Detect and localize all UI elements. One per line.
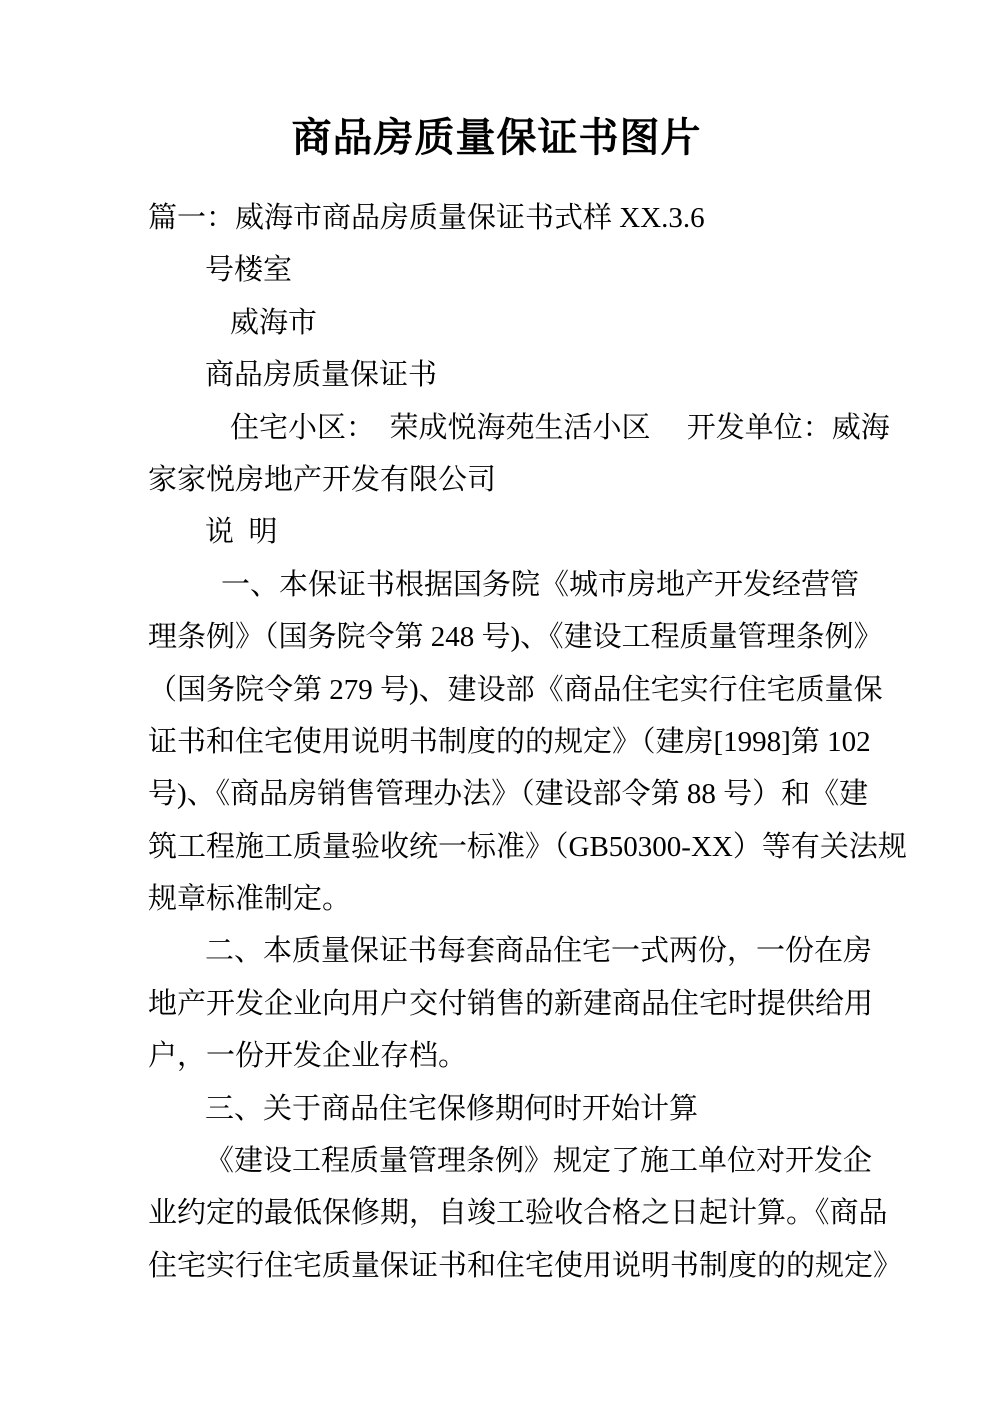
document-line: 《建设工程质量管理条例》规定了施工单位对开发企 — [205, 1145, 873, 1178]
document-line-section-label: 说 明 — [205, 516, 278, 549]
document-line: 二、本质量保证书每套商品住宅一式两份，一份在房 — [205, 935, 873, 968]
document-line: 号)、《商品房销售管理办法》（建设部令第 88 号）和《建 — [148, 778, 869, 811]
document-line: 证书和住宅使用说明书制度的的规定》（建房[1998]第 102 — [148, 725, 871, 758]
document-line: 理条例》（国务院令第 248 号)、《建设工程质量管理条例》 — [148, 621, 883, 654]
document-line: 商品房质量保证书 — [205, 359, 438, 392]
document-line: 地产开发企业向用户交付销售的新建商品住宅时提供给用 — [148, 987, 874, 1020]
document-line: 家家悦房地产开发有限公司 — [148, 463, 497, 496]
document-line: （国务院令第 279 号)、建设部《商品住宅实行住宅质量保 — [148, 673, 883, 706]
document-line: 号楼室 — [205, 254, 293, 287]
document-line: 三、关于商品住宅保修期何时开始计算 — [205, 1092, 699, 1125]
document-line: 业约定的最低保修期，自竣工验收合格之日起计算。《商品 — [148, 1197, 888, 1230]
document-line: 住宅小区： 荣成悦海苑生活小区 开发单位：威海 — [230, 411, 890, 444]
document-line: 户，一份开发企业存档。 — [148, 1040, 468, 1073]
document-line: 威海市 — [230, 306, 318, 339]
document-line: 规章标准制定。 — [148, 883, 352, 916]
document-line: 一、本保证书根据国务院《城市房地产开发经营管 — [221, 568, 860, 601]
document-body — [148, 192, 907, 1292]
document-line: 住宅实行住宅质量保证书和住宅使用说明书制度的的规定》 — [148, 1249, 903, 1282]
document-title: 商品房质量保证书图片 — [291, 115, 702, 160]
document-line-heading: 篇一：威海市商品房质量保证书式样 XX.3.6 — [148, 202, 705, 234]
document-line: 筑工程施工质量验收统一标准》（GB50300-XX）等有关法规 — [148, 830, 907, 863]
